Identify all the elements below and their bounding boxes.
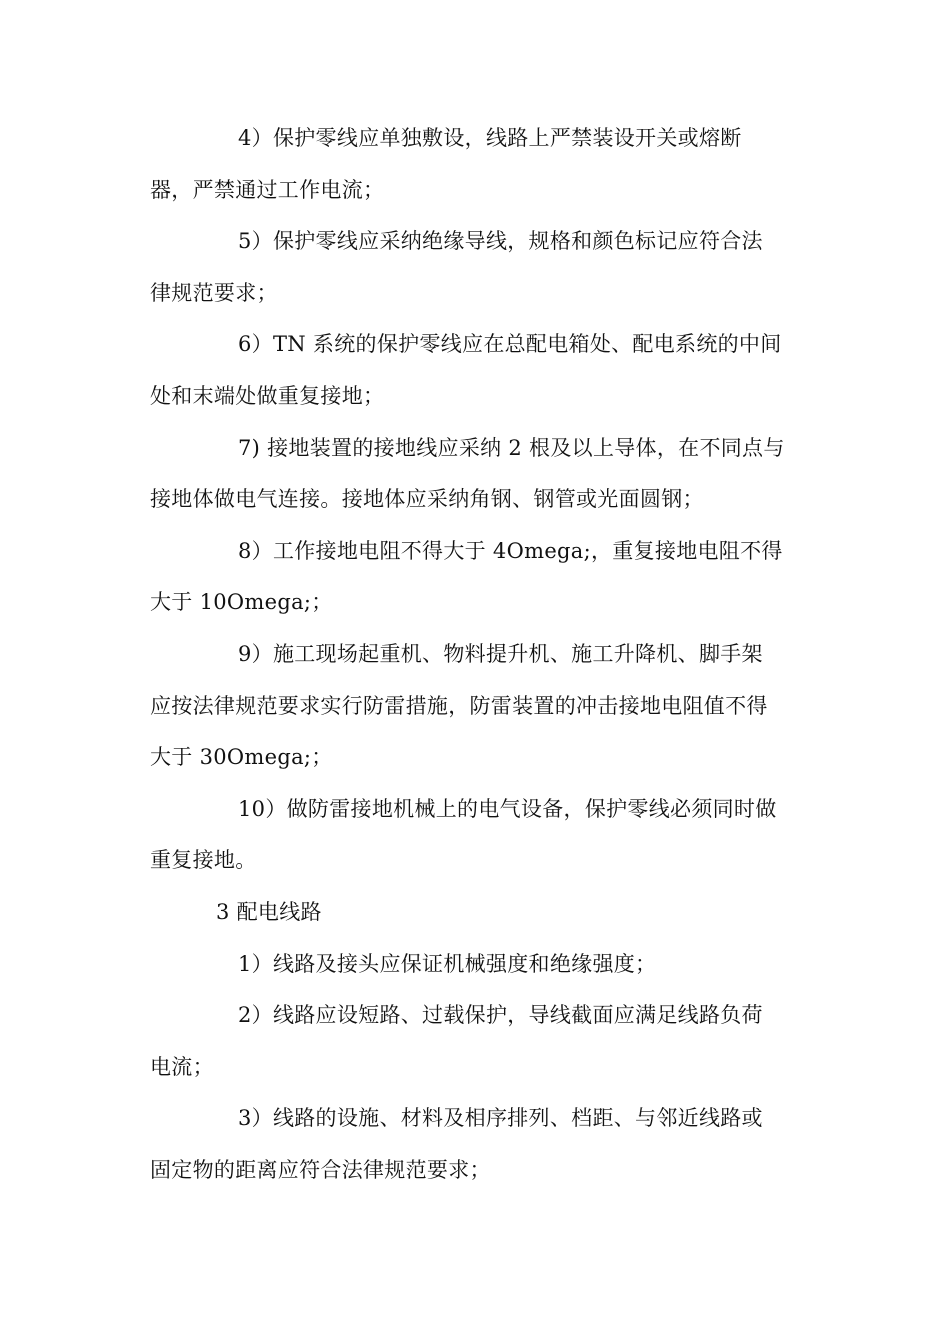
item-3-line-1: 3）线路的设施、材料及相序排列、档距、与邻近线路或 (238, 1106, 763, 1131)
paragraph-6-line-2: 处和末端处做重复接地； (150, 383, 385, 408)
paragraph-8-line-1: 8）工作接地电阻不得大于 4Omega;，重复接地电阻不得 (238, 538, 783, 563)
paragraph-4-line-1: 4）保护零线应单独敷设，线路上严禁装设开关或熔断 (238, 126, 742, 150)
paragraph-4-line-2: 器，严禁通过工作电流； (150, 177, 385, 202)
paragraph-10-line-2: 重复接地。 (150, 848, 257, 873)
document-body (150, 113, 800, 1196)
paragraph-9-line-2: 应按法律规范要求实行防雷措施，防雷装置的冲击接地电阻值不得 (150, 693, 768, 718)
item-1-line-1: 1）线路及接头应保证机械强度和绝缘强度； (238, 951, 657, 976)
paragraph-9-line-1: 9）施工现场起重机、物料提升机、施工升降机、脚手架 (238, 641, 763, 666)
paragraph-7-line-1: 7) 接地装置的接地线应采纳 2 根及以上导体，在不同点与 (238, 435, 785, 460)
paragraph-5-line-2: 律规范要求； (150, 280, 278, 305)
section-heading: 3 配电线路 (216, 899, 322, 924)
paragraph-8-line-2: 大于 10Omega;； (150, 590, 333, 615)
paragraph-6-line-1: 6）TN 系统的保护零线应在总配电箱处、配电系统的中间 (238, 332, 782, 357)
item-3-line-2: 固定物的距离应符合法律规范要求； (150, 1157, 491, 1182)
paragraph-9-line-3: 大于 30Omega;； (150, 745, 333, 770)
paragraph-5-line-1: 5）保护零线应采纳绝缘导线，规格和颜色标记应符合法 (238, 229, 763, 254)
paragraph-10-line-1: 10）做防雷接地机械上的电气设备，保护零线必须同时做 (238, 796, 777, 821)
item-2-line-2: 电流； (150, 1054, 214, 1079)
item-2-line-1: 2）线路应设短路、过载保护，导线截面应满足线路负荷 (238, 1003, 763, 1028)
paragraph-7-line-2: 接地体做电气连接。接地体应采纳角钢、钢管或光面圆钢； (150, 487, 704, 512)
